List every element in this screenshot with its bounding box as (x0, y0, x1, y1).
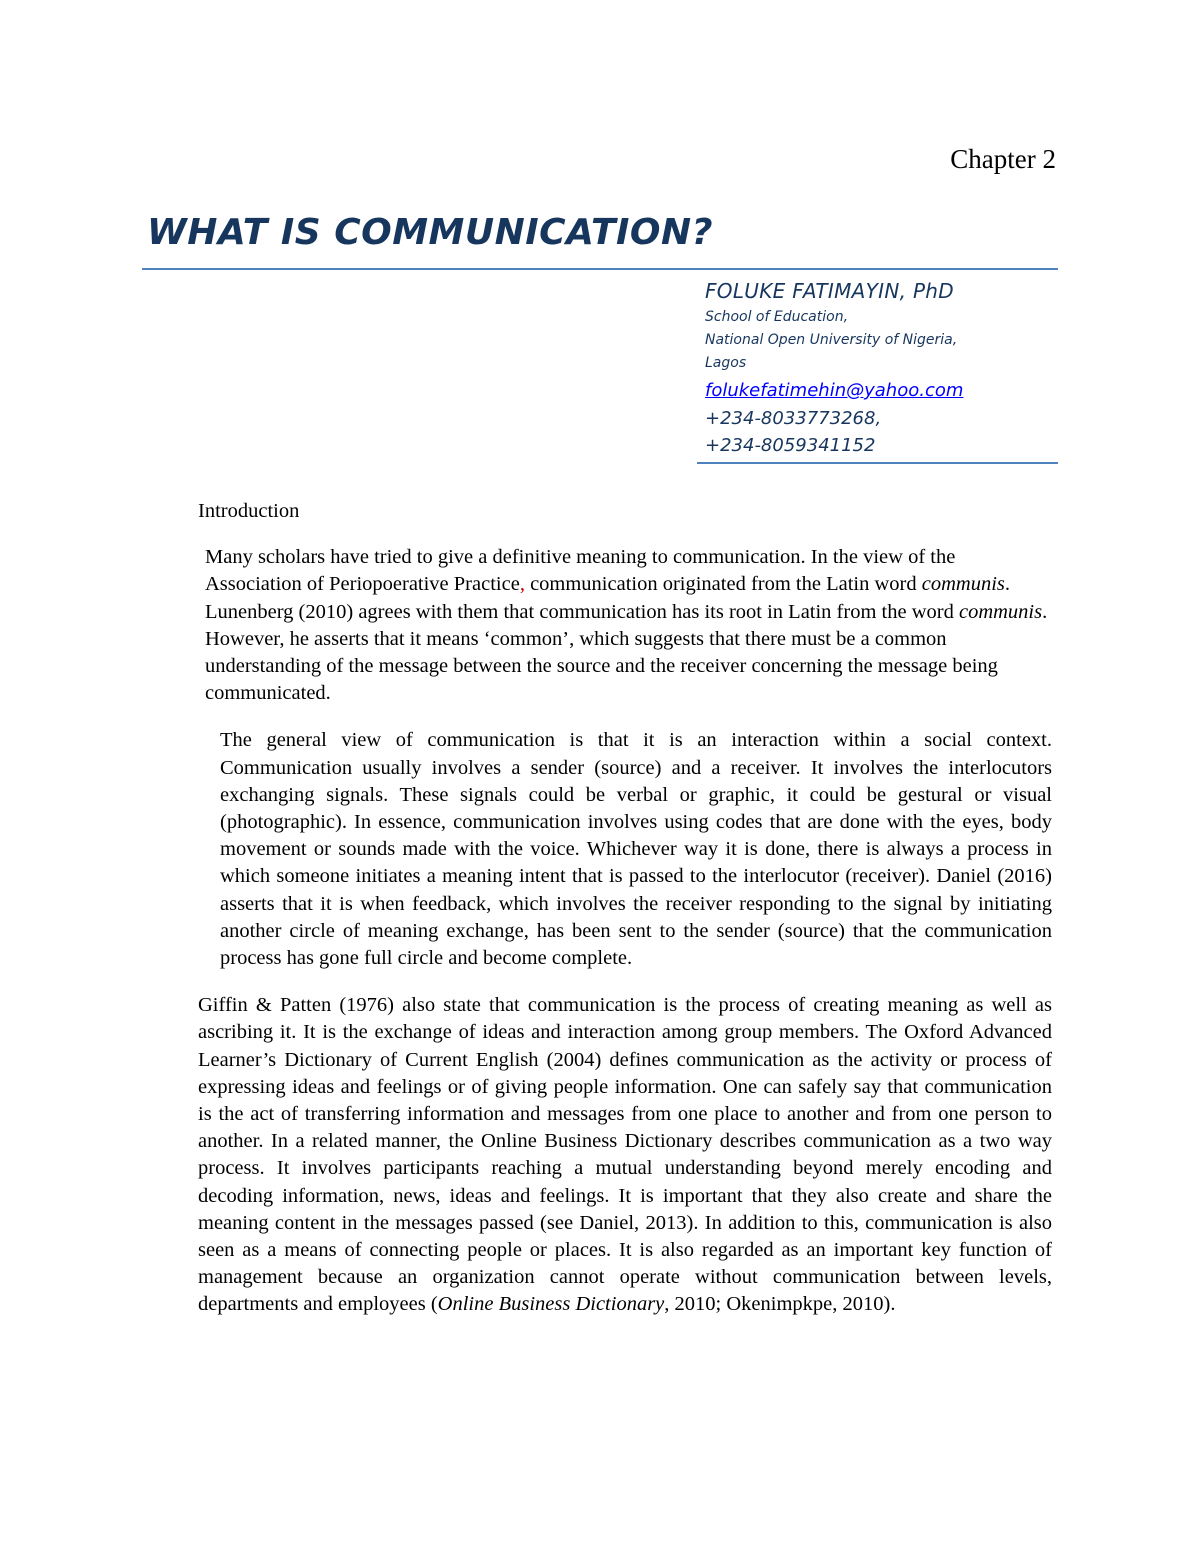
citation-title: Online Business Dictionary (437, 1293, 665, 1316)
author-divider (697, 462, 1058, 464)
text-run: Many scholars have tried to give a definitive meaning to communication. In the view of the Association of Periopoerative Practice (205, 546, 956, 596)
affiliation-line: Lagos (705, 355, 747, 371)
text-run: , 2010; Okenimpkpe, 2010). (664, 1293, 896, 1316)
text-run: communication originated from the Latin word (524, 573, 922, 596)
author-name: FOLUKE FATIMAYIN, PhD (705, 279, 954, 303)
paragraph: The general view of communication is that it is an interaction within a social context. Communication usually involves a sender (source) and a receiver. It involves the interlocutors exchanging signals. These signals could be verbal or graphic, it could be gestural or visual (photographic). In essence, communication involves using codes that are done with the eyes, body movement or sounds made with the voice. Whichever way it is done, there is always a process in which someone initiates a meaning intent that is passed to the interlocutor (receiver). Daniel (2016) asserts that it is when feedback, which involves the receiver responding to the signal by initiating another circle of meaning exchange, has been sent to the sender (source) that the communication process has gone full circle and become complete. (220, 729, 1052, 970)
author-phone: +234-8059341152 (705, 435, 876, 456)
text-run: . However, he asserts that it means ‘common’, which suggests that there must be a common understanding of the message between the source and the receiver concerning the message being communicated. (205, 600, 1048, 705)
paragraph (198, 544, 1052, 707)
latin-term: communis (921, 573, 1005, 596)
chapter-label: Chapter 2 (950, 144, 1056, 174)
author-email-link[interactable]: folukefatimehin@yahoo.com (705, 380, 964, 401)
affiliation-line: School of Education, (705, 309, 849, 325)
latin-term: communis (958, 600, 1043, 623)
text-run: . Lunenberg (2010) agrees with them that communication has its root in Latin from the word (205, 573, 1011, 623)
text-run-red: , (519, 573, 525, 596)
paragraph (198, 992, 1052, 1318)
author-block (705, 276, 1055, 459)
page-title: WHAT IS COMMUNICATION? (147, 212, 714, 253)
title-divider (142, 268, 1058, 270)
text-run: Giffin & Patten (1976) also state that communication is the process of creating meaning as well as ascribing it. It is the exchange of ideas and interaction among group members. The Oxford Advanced Learner’s Dictionary of Current English (2004) defines communication as the activity or process of expressing ideas and feelings or of giving people information. One can safely say that communication is the act of transferring information and messages from one place to another and from one person to another. In a related manner, the Online Business Dictionary describes communication as a two way process. It involves participants reaching a mutual understanding beyond merely encoding and decoding information, news, ideas and feelings. It is important that they also create and share the meaning content in the messages passed (see Daniel, 2013). In addition to this, communication is also seen as a means of connecting people or places. It is also regarded as an important key function of management because an organization cannot operate without communication between levels, departments and employees ( (198, 994, 1052, 1316)
section-heading: Introduction (198, 500, 300, 522)
author-phone: +234-8033773268, (705, 408, 882, 429)
affiliation-line: National Open University of Nigeria, (705, 332, 958, 348)
body-text (198, 498, 1052, 1319)
